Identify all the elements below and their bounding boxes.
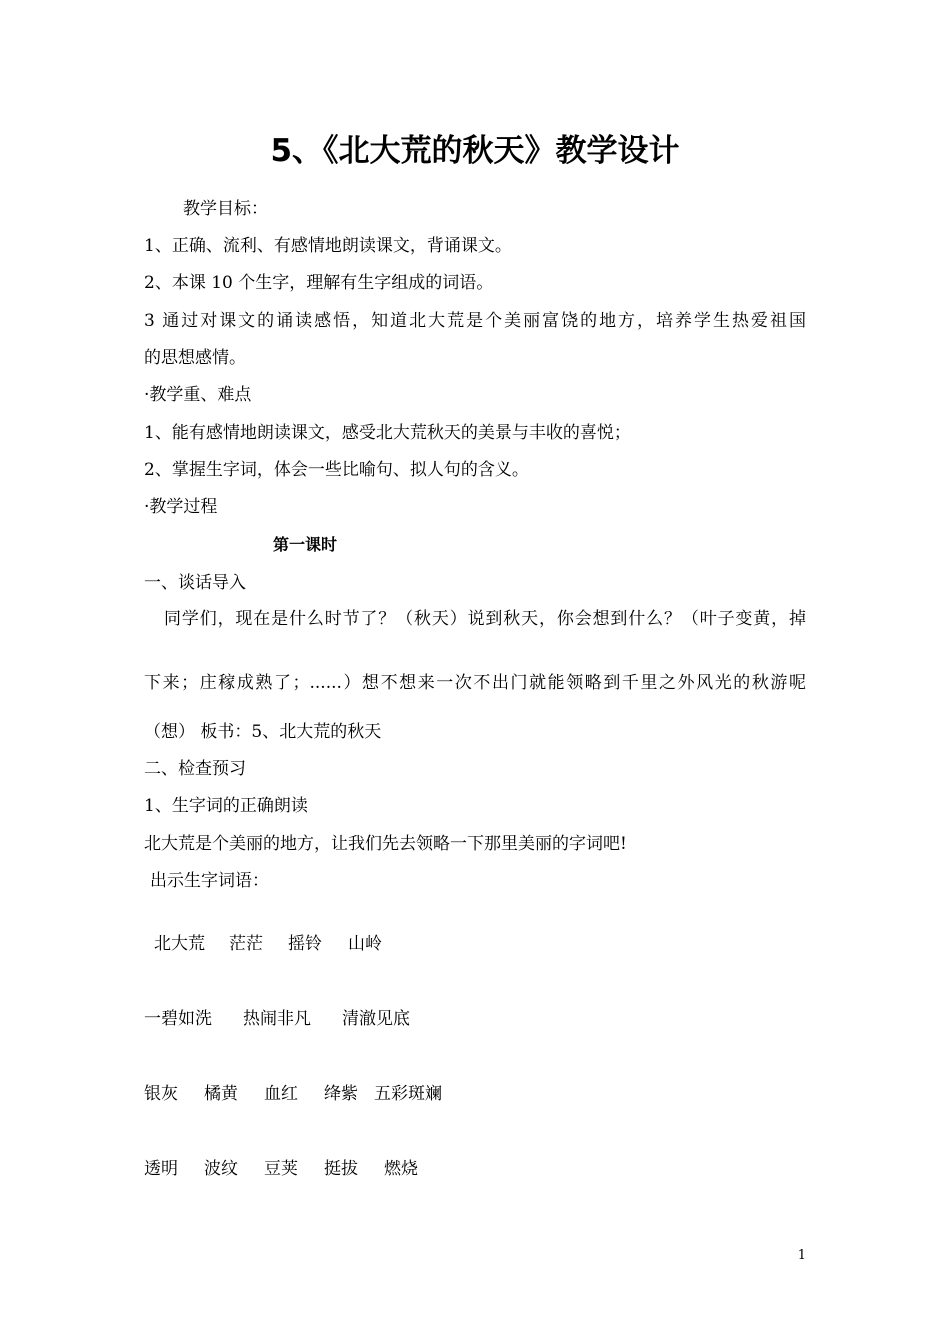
vocab-row [144,1006,410,1032]
show-words-label: 出示生字词语： [150,871,269,891]
section-heading: 一、谈话导入 [144,573,246,593]
vocab-word: 山岭 [348,934,382,954]
vocab-word: 血红 [264,1084,298,1104]
vocab-word: 北大荒 [154,934,205,954]
vocab-word: 豆荚 [264,1159,298,1179]
vocab-word: 摇铃 [288,934,322,954]
vocab-word: 茫茫 [229,934,263,954]
vocab-word: 热闹非凡 [243,1009,311,1029]
vocab-word: 一碧如洗 [144,1009,212,1029]
vocab-word: 挺拔 [324,1159,358,1179]
objective-item-continued: 的思想感情。 [144,348,246,368]
vocab-row [154,931,382,957]
vocab-row [144,1156,418,1182]
key-point-item: 1、能有感情地朗读课文，感受北大荒秋天的美景与丰收的喜悦； [144,423,631,443]
objective-item: 2、本课 10 个生字，理解有生字组成的词语。 [144,273,494,293]
objectives-heading: 教学目标： [183,199,268,219]
process-heading: ·教学过程 [144,497,218,517]
subsection-heading: 1、生字词的正确朗读 [144,796,308,816]
section-heading: 二、检查预习 [144,759,246,779]
objective-item: 3 通过对课文的诵读感悟，知道北大荒是个美丽富饶的地方，培养学生热爱祖国 [144,311,806,331]
vocab-word: 银灰 [144,1084,178,1104]
vocab-word: 绛紫 [324,1084,358,1104]
vocab-word: 清澈见底 [342,1009,410,1029]
section-paragraph-line: 同学们，现在是什么时节了？（秋天）说到秋天，你会想到什么？（叶子变黄，掉 [164,609,806,629]
section-paragraph-line: 北大荒是个美丽的地方，让我们先去领略一下那里美丽的字词吧! [144,834,627,854]
page-number: 1 [797,1248,806,1263]
vocab-word: 透明 [144,1159,178,1179]
section-paragraph-line: （想） 板书：5、北大荒的秋天 [144,722,382,742]
page-title: 5、《北大荒的秋天》教学设计 [270,133,680,169]
objective-item: 1、正确、流利、有感情地朗读课文，背诵课文。 [144,236,512,256]
lesson-heading: 第一课时 [273,535,338,554]
vocab-word: 橘黄 [204,1084,238,1104]
vocab-row [144,1081,442,1107]
vocab-word: 波纹 [204,1159,238,1179]
section-paragraph-line: 下来；庄稼成熟了；......）想不想来一次不出门就能领略到千里之外风光的秋游呢 [144,673,806,693]
key-points-heading: ·教学重、难点 [144,385,252,405]
vocab-word: 五彩斑斓 [374,1084,442,1104]
key-point-item: 2、掌握生字词，体会一些比喻句、拟人句的含义。 [144,460,529,480]
vocab-word: 燃烧 [384,1159,418,1179]
